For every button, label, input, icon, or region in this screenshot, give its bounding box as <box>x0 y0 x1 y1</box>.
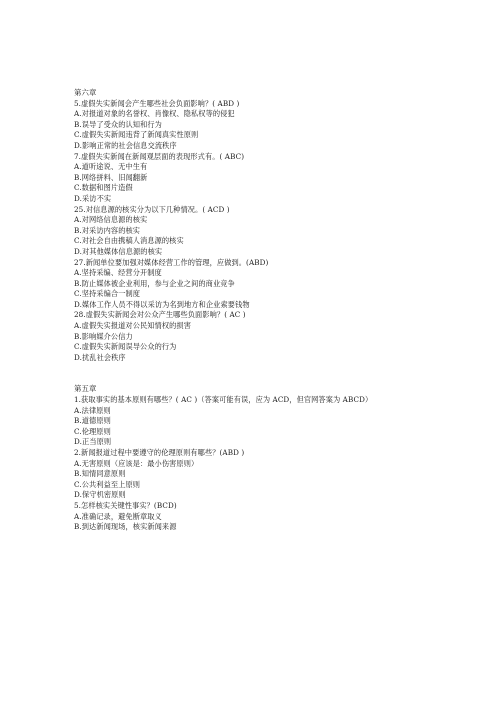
chapter-heading: 第五章 <box>74 384 97 394</box>
question-list <box>74 395 474 533</box>
text-line: D.扰乱社会秩序 <box>74 352 126 362</box>
section-chapter-5 <box>74 384 474 532</box>
text-line: C.虚假失实新闻误导公众的行为 <box>74 342 177 352</box>
text-line: B.知情同意原则 <box>74 469 126 479</box>
text-line: 5.怎样核实关键性事实？(BCD) <box>74 500 177 510</box>
text-line: D.媒体工作人员不得以采访为名到地方和企业索要钱物 <box>74 299 250 309</box>
text-line: B.网络拼料、旧闻翻新 <box>74 172 148 182</box>
text-line: 25.对信息源的核实分为以下几种情况。( ACD ) <box>74 204 230 214</box>
text-line: 5.虚假失实新闻会产生哪些社会负面影响？( ABD ) <box>74 98 240 108</box>
text-line: C.公共利益至上原则 <box>74 479 141 489</box>
text-line: D.采访不实 <box>74 193 112 203</box>
text-line: B.影响媒介公信力 <box>74 331 133 341</box>
text-line: B.到达新闻现场，核实新闻来源 <box>74 522 177 532</box>
text-line: A.虚假失实报道对公民知情权的损害 <box>74 321 191 331</box>
text-line: 2.新闻报道过程中要遵守的伦理原则有哪些？(ABD ) <box>74 448 245 457</box>
text-line: D.影响正常的社会信息交流秩序 <box>74 140 177 150</box>
text-line: A.无害原则（应该是：最小伤害原则） <box>74 458 199 468</box>
text-line: A.坚持采编、经营分开制度 <box>74 268 162 278</box>
text-line: 27.新闻单位要加强对媒体经营工作的管理，应做到。(ABD) <box>74 257 269 267</box>
text-line: D.保守机密原则 <box>74 490 126 500</box>
text-line: D.对其他媒体信息源的核实 <box>74 246 163 256</box>
text-line: A.准确记录，避免断章取义 <box>74 511 162 521</box>
document-page <box>74 88 474 533</box>
text-line: B.防止媒体被企业利用，参与企业之间的商业竞争 <box>74 278 235 288</box>
text-line: A.道听途说、无中生有 <box>74 162 148 172</box>
text-line: C.数据和图片造假 <box>74 183 133 193</box>
text-line: D.正当原则 <box>74 437 112 447</box>
text-line: A.对网络信息源的核实 <box>74 215 148 225</box>
text-line: C.虚假失实新闻违背了新闻真实性原则 <box>74 130 199 140</box>
text-line: 7.虚假失实新闻在新闻观层面的表现形式有。( ABC) <box>74 151 245 161</box>
text-line: 28.虚假失实新闻会对公众产生哪些负面影响？( AC ) <box>74 310 246 320</box>
text-line: B.对采访内容的核实 <box>74 225 141 235</box>
text-line: C.坚持采编合一制度 <box>74 289 141 299</box>
chapter-heading: 第六章 <box>74 88 97 97</box>
text-line: C.伦理原则 <box>74 426 111 436</box>
text-line: B.误导了受众的认知和行为 <box>74 119 162 129</box>
text-line: A.对报道对象的名誉权、肖像权、隐私权等的侵犯 <box>74 109 235 119</box>
section-chapter-6 <box>74 88 474 363</box>
question-list <box>74 99 474 364</box>
text-line: C.对社会自由携稿人消息源的核实 <box>74 236 184 246</box>
text-line: 1.获取事实的基本原则有哪些？( AC )（答案可能有误，应为 ACD，但官网答案为 ABCD） <box>74 395 373 405</box>
text-line: A.法律原则 <box>74 405 111 415</box>
text-line: B.道德原则 <box>74 416 111 426</box>
section-spacer <box>74 363 474 384</box>
